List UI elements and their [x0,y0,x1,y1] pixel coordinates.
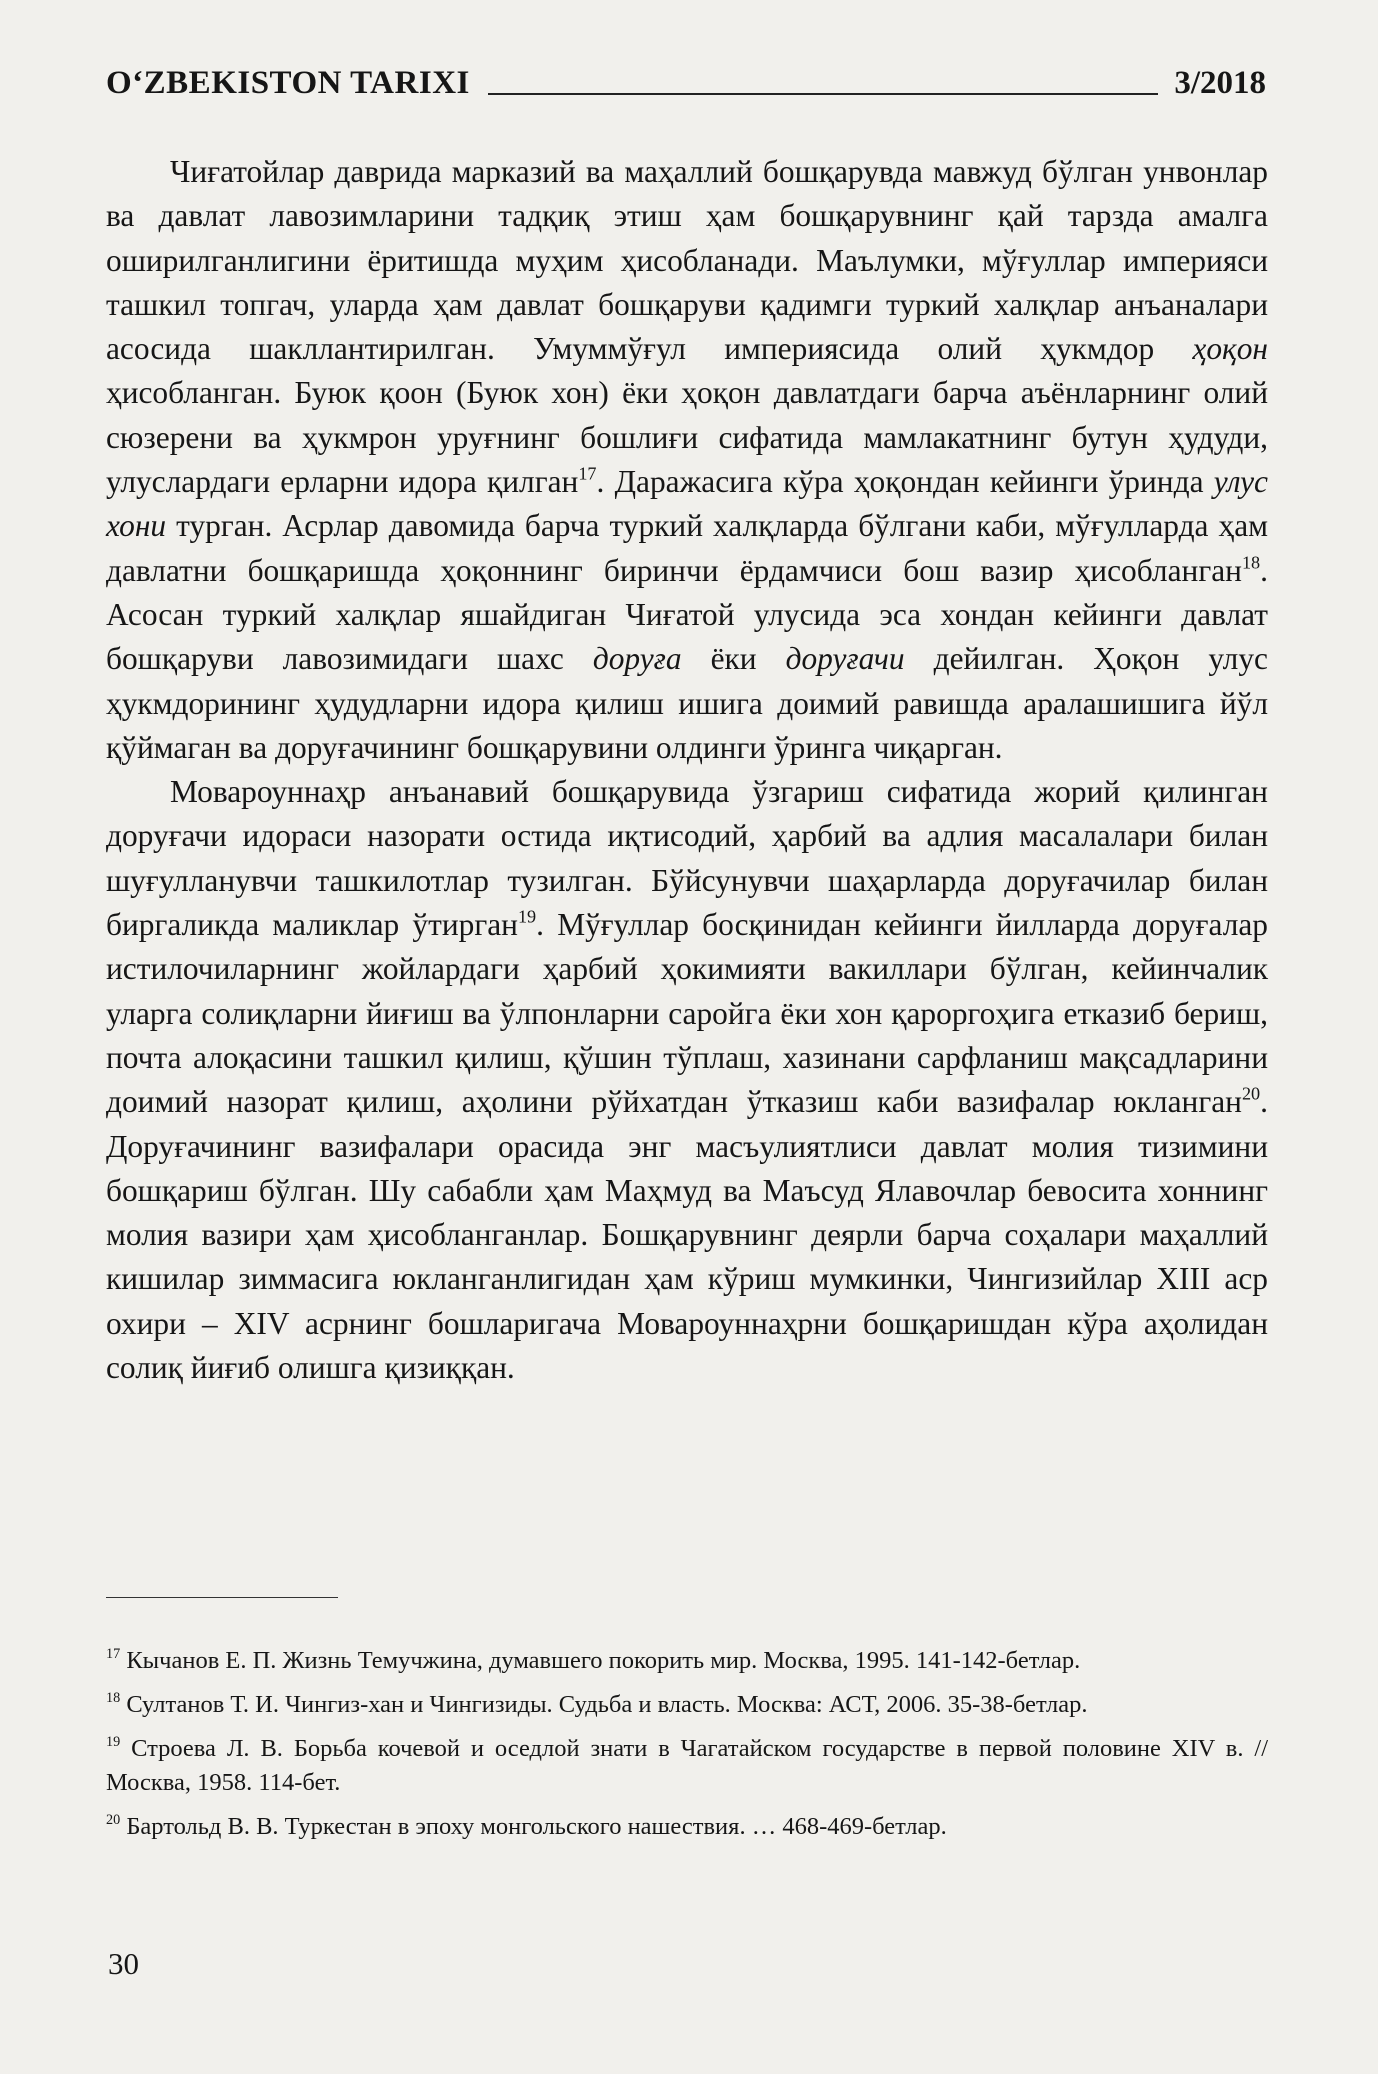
journal-title: O‘ZBEKISTON TARIXI [106,65,470,101]
text-run: . Асосан туркий халқлар яшайдиган Чиғатой улусида эса хондан кейинги давлат бошқаруви лавозимидаги шахс [106,552,1268,677]
text-run: . Доруғачининг вазифалари орасида энг масъулиятлиси давлат молия тизимини бошқариш бўлган. Шу сабабли ҳам Маҳмуд ва Маъсуд Ялавочлар бевосита хоннинг молия вазири ҳам ҳисобланганлар. Бошқарувнинг деярли барча соҳалари маҳаллий кишилар зиммасига юкланганлигидан ҳам кўриш мумкинки, Чингизийлар XIII аср охири – XIV асрнинг бошларигача Мовароуннаҳрни бошқаришдан кўра аҳолидан солиқ йиғиб олишга қизиққан. [106,1084,1268,1386]
text-run: Чиғатойлар даврида марказий ва маҳаллий бошқарувда мавжуд бўлган унвонлар ва давлат лавозимларини тадқиқ этиш ҳам бошқарувнинг қай тарзда амалга оширилганлигини ёритишда муҳим ҳисобланади. Маълумки, мўғуллар империяси ташкил топгач, уларда ҳам давлат бошқаруви қадимги туркий халқлар анъаналари асосида шакллантирилган. Умуммўғул империясида олий ҳукмдор [106,154,1268,367]
running-header [106,52,1266,102]
body-paragraph [106,770,1268,1390]
footnote-ref: 20 [1241,1083,1261,1104]
footnote-ref: 19 [517,906,537,927]
italic-term: улус хони [106,464,1268,544]
footnote-number: 17 [106,1646,121,1663]
footnote-text: Султанов Т. И. Чингиз-хан и Чингизиды. Судьба и власть. Москва: АСТ, 2006. 35-38-бетлар. [126,1691,1088,1718]
text-run: ҳисобланган. Буюк қоон (Буюк хон) ёки ҳоқон давлатдаги барча аъёнларнинг олий сюзерени ва ҳукмрон уруғнинг бошлиғи сифатида мамлакатнинг бутун ҳудуди, улуслардаги ерларни идора қилган [106,375,1268,500]
footnote-number: 20 [106,1812,121,1829]
footnote [106,1732,1268,1800]
text-run: . Даражасига кўра ҳоқондан кейинги ўринда [596,464,1214,500]
text-run: дейилган. Ҳоқон улус ҳукмдорининг ҳудудларни идора қилиш ишига доимий равишда аралашишига йўл қўймаган ва доруғачининг бошқарувини олдинги ўринга чиқарган. [106,641,1268,765]
italic-term: ҳоқон [1192,331,1268,367]
text-run: турган. Асрлар давомида барча туркий халқларда бўлгани каби, мўғулларда ҳам давлатни бошқаришда ҳоқоннинг биринчи ёрдамчиси бош вазир ҳисобланган [106,508,1268,588]
footnote-ref: 18 [1241,551,1261,572]
text-run: Мовароуннаҳр анъанавий бошқарувида ўзгариш сифатида жорий қилинган доруғачи идораси назорати остида иқтисодий, ҳарбий ва адлия масалалари билан шуғулланувчи ташкилотлар тузилган. Бўйсунувчи шаҳарларда доруғачилар билан биргаликда маликлар ўтирган [106,774,1268,943]
footnote [106,1644,1268,1678]
italic-term: доруғачи [785,641,905,677]
italic-term: доруға [592,641,682,677]
footnote-text: Кычанов Е. П. Жизнь Темучжина, думавшего покорить мир. Москва, 1995. 141-142-бетлар. [126,1647,1081,1674]
issue-number: 3/2018 [1174,65,1266,101]
footnote-text: Строева Л. В. Борьба кочевой и оседлой знати в Чагатайском государстве в первой половине XIV в. // Москва, 1958. 114-бет. [106,1735,1269,1796]
footnote-separator [106,1597,338,1598]
article-body [106,150,1268,1390]
footnote-text: Бартольд В. В. Туркестан в эпоху монгольского нашествия. … 468-469-бетлар. [126,1813,947,1840]
text-run: ёки [681,641,786,677]
footnotes [106,1644,1268,1854]
footnote-number: 19 [106,1734,121,1751]
footnote-number: 18 [106,1690,121,1707]
footnote [106,1688,1268,1722]
footnote [106,1810,1268,1844]
body-paragraph [106,150,1268,770]
page-number: 30 [108,1946,139,1981]
text-run: . Мўғуллар босқинидан кейинги йилларда доруғалар истилочиларнинг жойлардаги ҳарбий ҳокимияти вакиллари бўлган, кейинчалик уларга солиқларни йиғиш ва ўлпонларни саройга ёки хон қароргоҳига етказиб бериш, почта алоқасини ташкил қилиш, қўшин тўплаш, хазинани сарфланиш мақсадларини доимий назорат қилиш, аҳолини рўйхатдан ўтказиш каби вазифалар юкланган [106,907,1269,1120]
header-rule [488,93,1158,95]
footnote-ref: 17 [578,463,597,484]
